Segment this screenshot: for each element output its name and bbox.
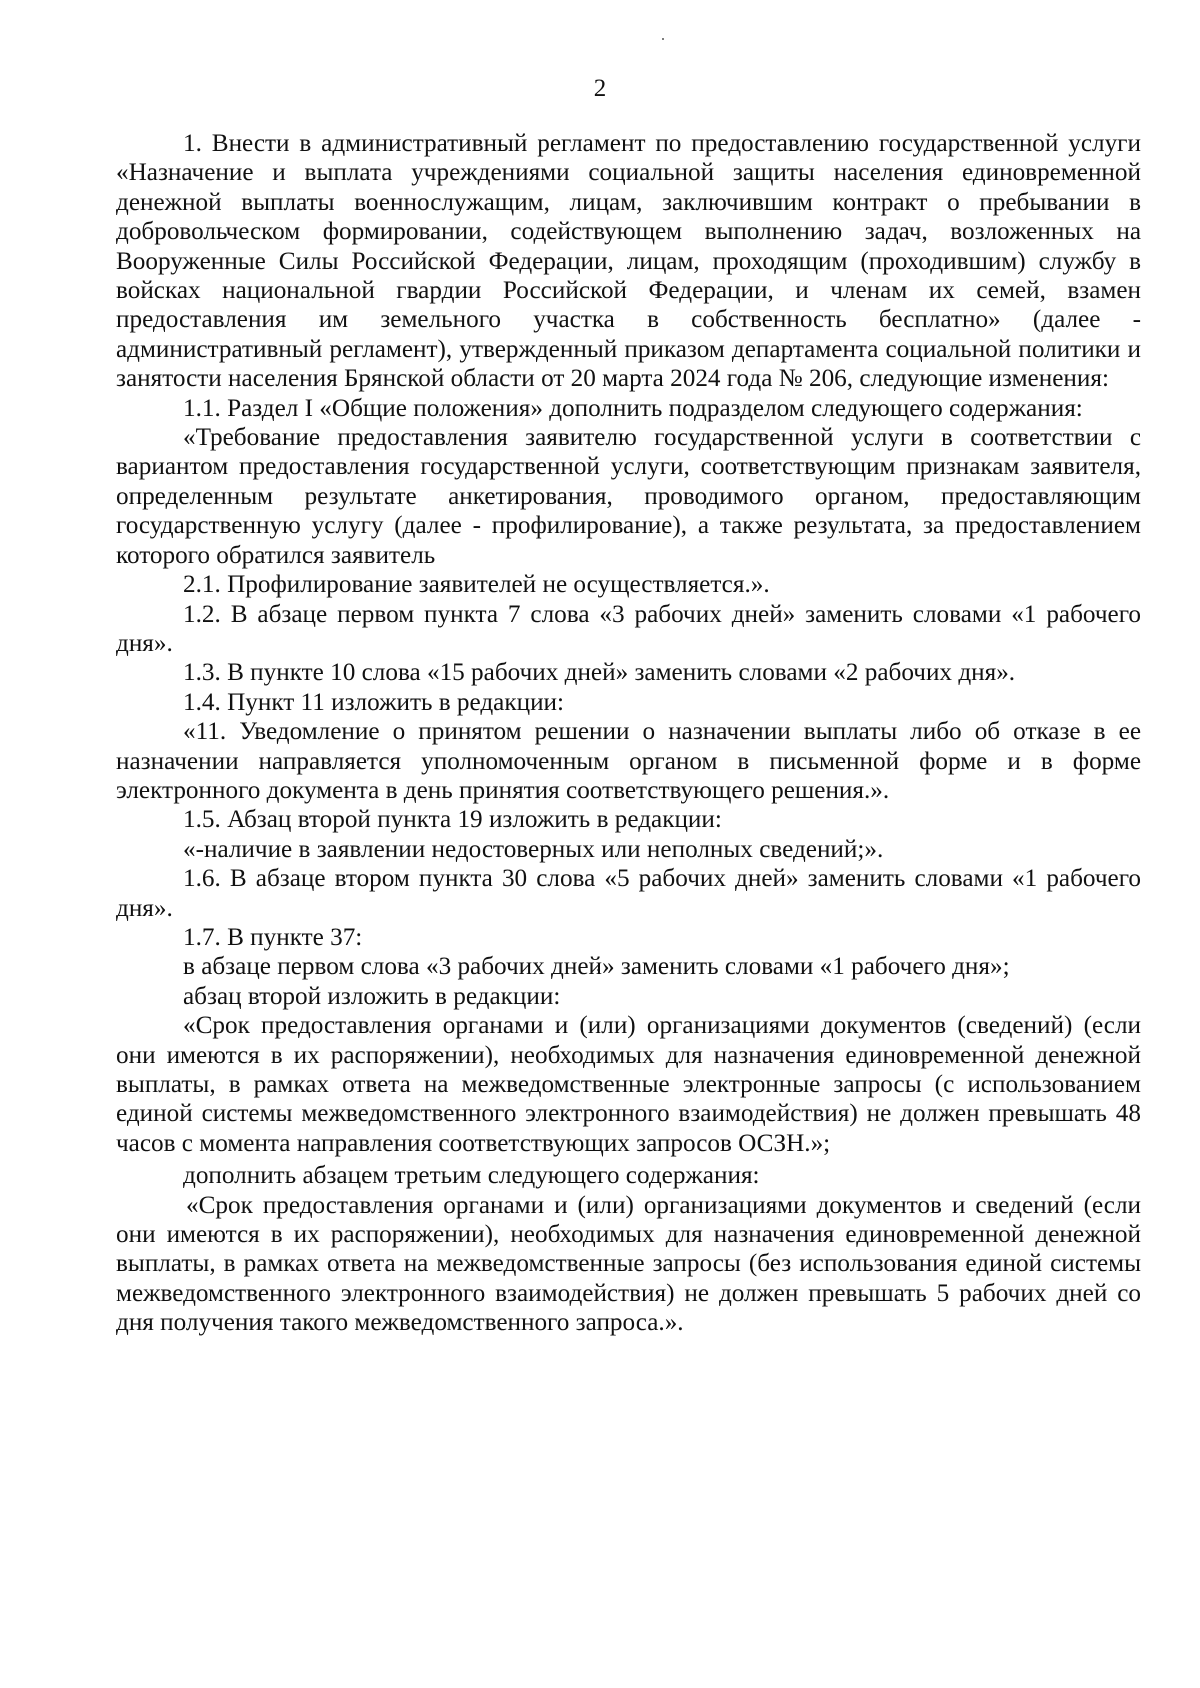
paragraph-1-3: 1.3. В пункте 10 слова «15 рабочих дней» заменить словами «2 рабочих дня». — [183, 659, 1016, 687]
paragraph-quote-11: «11. Уведомление о принятом решении о назначении выплаты либо об отказе в ее назначении направляется уполномоченным органом в письменной форме и в форме электронного документа в день принятия соответствующего решения.». — [116, 718, 1141, 804]
paragraph-1-1: 1.1. Раздел I «Общие положения» дополнить подразделом следующего содержания: — [183, 394, 1083, 422]
paragraph-quote-19: «-наличие в заявлении недостоверных или неполных сведений;». — [183, 835, 884, 863]
paragraph-1-2: 1.2. В абзаце первом пункта 7 слова «3 рабочих дней» заменить словами «1 рабочего дня». — [116, 600, 1141, 657]
paragraph-1: 1. Внести в административный регламент по предоставлению государственной услуги «Назначение и выплата учреждениями социальной защиты населения единовременной денежной выплаты военнослужащим, лицам, заключившим контракт о пребывании в добровольческом формировании, содействующем выполнению задач, возложенных на Вооруженные Силы Российской Федерации, лицам, проходящим (проходившим) службу в войсках национальной гвардии Российской Федерации, и членам их семей, взамен предоставления им земельного участка в собственность бесплатно» (далее - административный регламент), утвержденный приказом департамента социальной политики и занятости населения Брянской области от 20 марта 2024 года № 206, следующие изменения: — [116, 130, 1141, 393]
paragraph-quote-48-hours: «Срок предоставления органами и (или) организациями документов (сведений) (если они имеются в их распоряжении), необходимых для назначения единовременной денежной выплаты, в рамках ответа на межведомственные электронные запросы (с использованием единой системы межведомственного электронного взаимодействия) не должен превышать 48 часов с момента направления соответствующих запросов ОСЗН.»; — [116, 1012, 1141, 1157]
paragraph-1-6: 1.6. В абзаце втором пункта 30 слова «5 рабочих дней» заменить словами «1 рабочего дня». — [116, 865, 1141, 922]
paragraph-quote-requirement: «Требование предоставления заявителю государственной услуги в соответствии с вариантом предоставления государственной услуги, соответствующим признакам заявителя, определенным результате анкетирования, проводимого органом, предоставляющим государственную услугу (далее - профилирование), а также результата, за предоставлением которого обратился заявитель — [116, 424, 1141, 569]
paragraph-37-first: в абзаце первом слова «3 рабочих дней» заменить словами «1 рабочего дня»; — [183, 953, 1010, 981]
paragraph-2-1: 2.1. Профилирование заявителей не осуществляется.». — [183, 571, 770, 599]
document-body — [116, 129, 1141, 1338]
page-number: 2 — [593, 75, 607, 102]
scan-speck — [662, 38, 664, 40]
paragraph-1-4: 1.4. Пункт 11 изложить в редакции: — [183, 688, 565, 716]
paragraph-add-third: дополнить абзацем третьим следующего содержания: — [183, 1162, 760, 1190]
paragraph-1-5: 1.5. Абзац второй пункта 19 изложить в редакции: — [183, 806, 722, 834]
paragraph-quote-5-days: «Срок предоставления органами и (или) организациями документов и сведений (если они имеются в их распоряжении), необходимых для назначения единовременной денежной выплаты, в рамках ответа на межведомственные запросы (без использования единой системы межведомственного электронного взаимодействия) не должен превышать 5 рабочих дней со дня получения такого межведомственного запроса.». — [116, 1191, 1141, 1337]
paragraph-1-7: 1.7. В пункте 37: — [183, 923, 363, 951]
paragraph-37-second: абзац второй изложить в редакции: — [183, 982, 561, 1010]
